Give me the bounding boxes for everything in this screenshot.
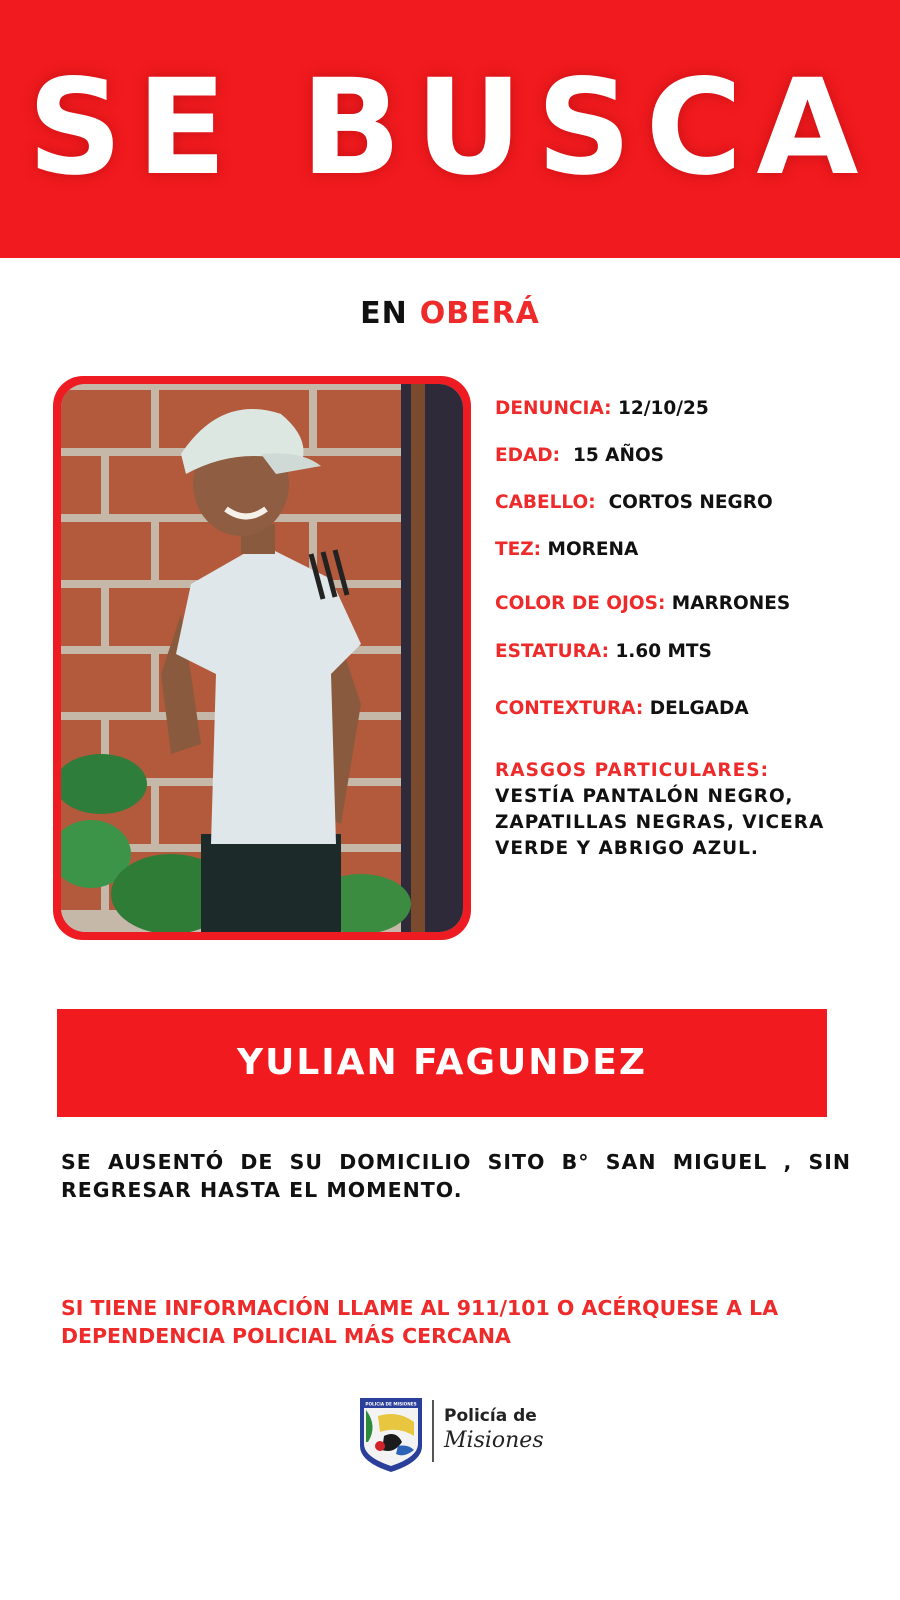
logo-line2: Misiones [444,1428,544,1453]
detail-color-ojos: COLOR DE OJOS: MARRONES [495,593,791,614]
missing-person-photo [61,384,463,932]
name-banner [57,1009,827,1117]
location-city: OBERÁ [419,296,540,331]
detail-cabello: CABELLO: CORTOS NEGRO [495,492,773,513]
shield-text: POLICIA DE MISIONES [365,1401,417,1407]
photo-frame [53,376,471,940]
header-banner [0,0,900,258]
detail-denuncia: DENUNCIA: 12/10/25 [495,398,709,419]
page-title: SE BUSCA [27,51,873,205]
location-prefix: EN [360,296,408,331]
police-logo [358,1396,548,1476]
person-name: YULIAN FAGUNDEZ [237,1042,647,1083]
contact-instructions: SI TIENE INFORMACIÓN LLAME AL 911/101 O ACÉRQUESE A LA DEPENDENCIA POLICIAL MÁS CERCANA [61,1296,779,1348]
detail-estatura: ESTATURA: 1.60 MTS [495,641,712,662]
detail-rasgos: RASGOS PARTICULARES: VESTÍA PANTALÓN NEGRO, ZAPATILLAS NEGRAS, VICERA VERDE Y ABRIGO AZUL. [495,760,825,859]
logo-divider [432,1400,434,1462]
logo-line1: Policía de [444,1406,537,1426]
absence-description: SE AUSENTÓ DE SU DOMICILIO SITO B° SAN MIGUEL , SIN REGRESAR HASTA EL MOMENTO. [61,1150,851,1202]
detail-edad: EDAD: 15 AÑOS [495,445,665,466]
location-line [0,296,900,331]
police-shield-icon [358,1396,424,1474]
detail-contextura: CONTEXTURA: DELGADA [495,698,749,719]
detail-tez: TEZ: MORENA [495,539,639,560]
